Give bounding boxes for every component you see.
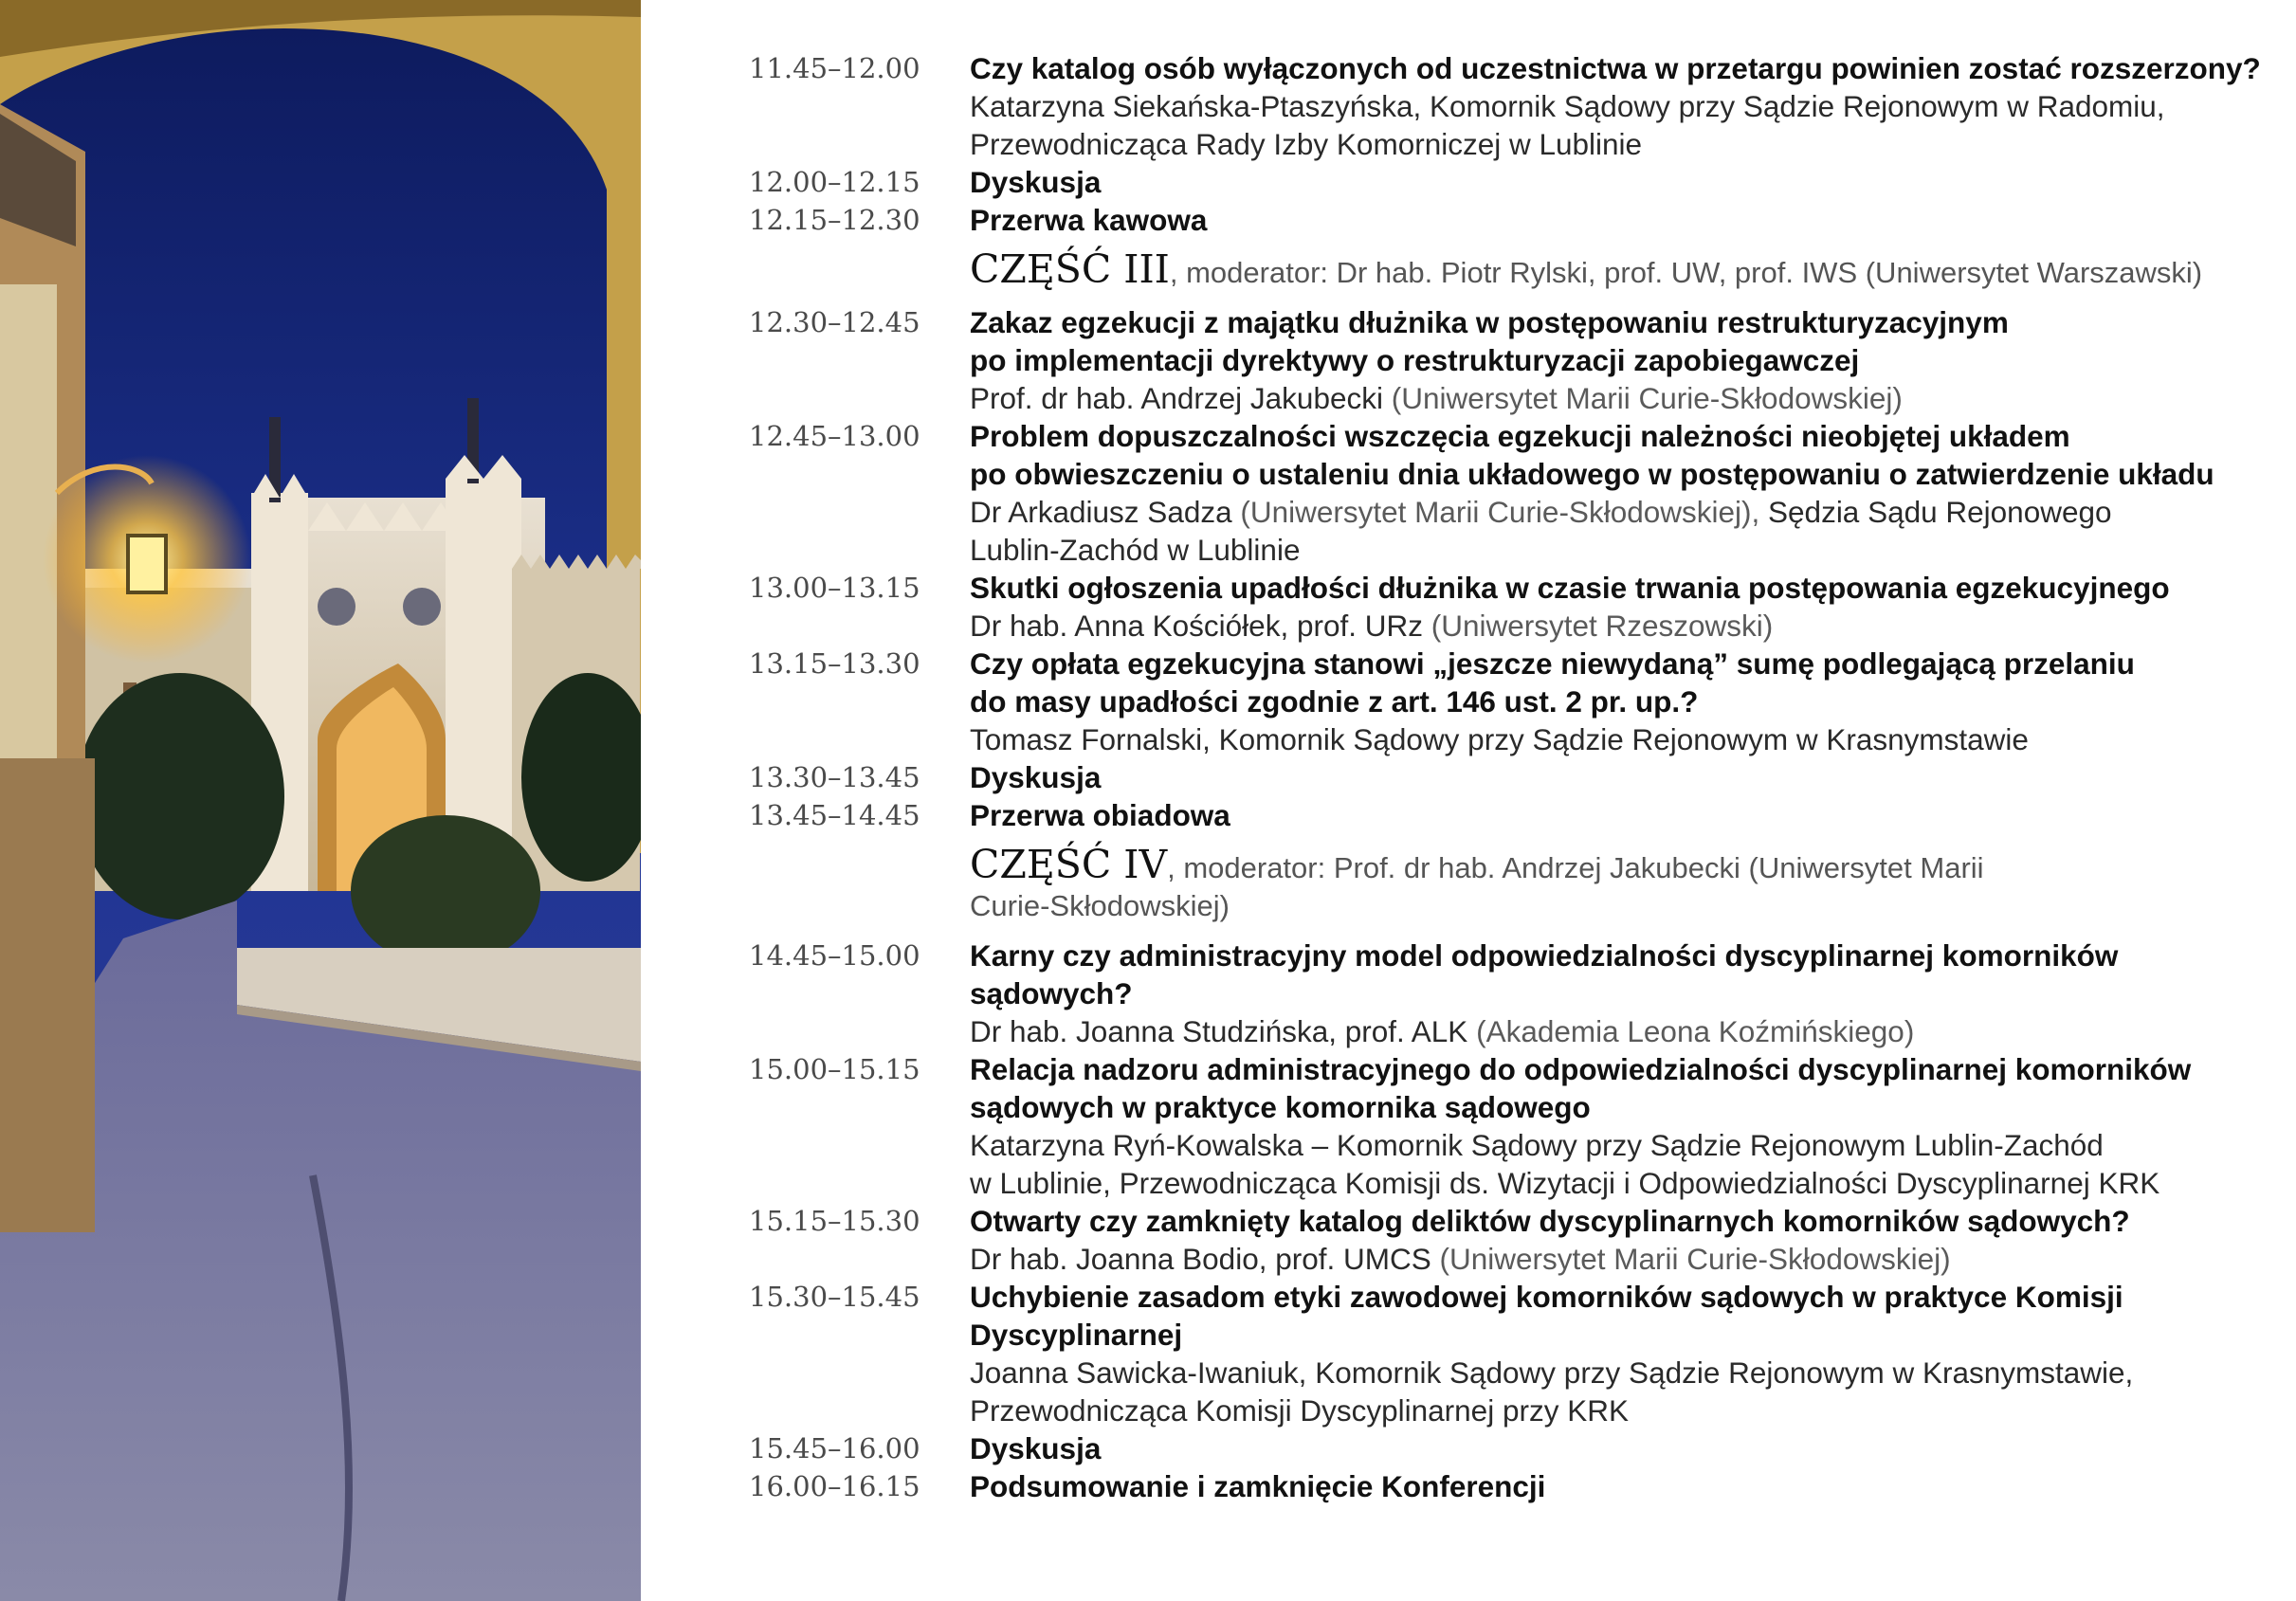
item-speaker <box>970 1126 2266 1164</box>
speaker-name: Prof. dr hab. Andrzej Jakubecki <box>970 381 1392 415</box>
item-title: sądowych? <box>970 976 1133 1010</box>
item-speaker <box>970 1354 2266 1392</box>
item-body <box>970 1050 2266 1202</box>
item-time: 15.45–16.00 <box>749 1432 920 1465</box>
item-body <box>970 1202 2266 1278</box>
item-title: Dyskusja <box>970 760 1102 794</box>
lublin-castle-photo <box>0 0 641 1601</box>
item-body <box>970 417 2266 569</box>
item-speaker <box>970 531 2266 569</box>
section-spacer <box>749 846 970 925</box>
item-speaker <box>970 493 2266 531</box>
program-item <box>749 796 2266 834</box>
item-title: Przerwa obiadowa <box>970 798 1230 832</box>
item-speaker <box>970 720 2266 758</box>
speaker-affiliation: (Uniwersytet Marii Curie-Skłodowskiej) <box>1439 1242 1951 1276</box>
speaker-name: Przewodnicząca Komisji Dyscyplinarnej przy KRK <box>970 1393 1629 1428</box>
item-body <box>970 645 2266 758</box>
speaker-affiliation: (Uniwersytet Marii Curie-Skłodowskiej), <box>1240 495 1769 529</box>
item-time: 12.15–12.30 <box>749 204 920 236</box>
street-lamp <box>43 455 251 664</box>
program-item <box>749 417 2266 569</box>
item-time: 15.00–15.15 <box>749 1053 920 1085</box>
speaker-affiliation: (Uniwersytet Rzeszowski) <box>1430 609 1774 643</box>
program-item <box>749 1429 2266 1467</box>
item-time: 16.00–16.15 <box>749 1470 920 1502</box>
speaker-name: w Lublinie, Przewodnicząca Komisji ds. Wizytacji i Odpowiedzialności Dyscyplinarnej KRK <box>970 1166 2160 1200</box>
item-body <box>970 49 2266 163</box>
section-text <box>970 842 2266 925</box>
item-time: 12.30–12.45 <box>749 306 920 338</box>
item-time: 13.00–13.15 <box>749 572 920 604</box>
speaker-affiliation: (Akademia Leona Koźmińskiego) <box>1476 1014 1915 1048</box>
item-time: 11.45–12.00 <box>749 52 920 84</box>
item-title: do masy upadłości zgodnie z art. 146 ust. 2 pr. up.? <box>970 684 1699 719</box>
speaker-name: Katarzyna Ryń-Kowalska – Komornik Sądowy przy Sądzie Rejonowym Lublin-Zachód <box>970 1128 2104 1162</box>
item-time: 12.00–12.15 <box>749 166 920 198</box>
item-time: 13.30–13.45 <box>749 761 920 793</box>
speaker-name: Lublin-Zachód w Lublinie <box>970 533 1301 567</box>
item-time: 15.30–15.45 <box>749 1281 920 1313</box>
item-time: 13.45–14.45 <box>749 799 920 831</box>
item-speaker <box>970 607 2266 645</box>
item-speaker <box>970 125 2266 163</box>
item-body <box>970 163 2266 201</box>
section-line <box>970 842 2266 887</box>
item-title: Przerwa kawowa <box>970 203 1208 237</box>
speaker-name: Przewodnicząca Rady Izby Komorniczej w Lublinie <box>970 127 1643 161</box>
item-body <box>970 1467 2266 1505</box>
item-title: Skutki ogłoszenia upadłości dłużnika w czasie trwania postępowania egzekucyjnego <box>970 571 2170 605</box>
item-time: 14.45–15.00 <box>749 939 920 972</box>
program-item <box>749 303 2266 417</box>
section-header <box>749 246 2266 292</box>
item-title: Karny czy administracyjny model odpowiedzialności dyscyplinarnej komorników <box>970 938 2119 973</box>
section-line <box>970 246 2266 292</box>
item-body <box>970 1429 2266 1467</box>
item-title: po obwieszczeniu o ustaleniu dnia układowego w postępowaniu o zatwierdzenie układu <box>970 457 2214 491</box>
section-moderator: Curie-Skłodowskiej) <box>970 889 1230 922</box>
item-title: Czy opłata egzekucyjna stanowi „jeszcze niewydaną” sumę podlegającą przelaniu <box>970 646 2135 681</box>
item-time: 13.15–13.30 <box>749 647 920 680</box>
item-title: Uchybienie zasadom etyki zawodowej komorników sądowych w praktyce Komisji <box>970 1280 2123 1314</box>
item-title: Dyscyplinarnej <box>970 1318 1183 1352</box>
item-title: sądowych w praktyce komornika sądowego <box>970 1090 1591 1124</box>
speaker-name: Dr hab. Anna Kościółek, prof. URz <box>970 609 1431 643</box>
item-title: Otwarty czy zamknięty katalog deliktów dyscyplinarnych komorników sądowych? <box>970 1204 2130 1238</box>
item-title: Dyskusja <box>970 1431 1102 1465</box>
item-title: Czy katalog osób wyłączonych od uczestnictwa w przetargu powinien zostać rozszerzony? <box>970 51 2261 85</box>
speaker-name: Tomasz Fornalski, Komornik Sądowy przy Sądzie Rejonowym w Krasnymstawie <box>970 722 2029 756</box>
item-body <box>970 937 2266 1050</box>
speaker-role: Sędzia Sądu Rejonowego <box>1768 495 2112 529</box>
item-body <box>970 1278 2266 1429</box>
section-spacer <box>749 250 970 292</box>
item-speaker <box>970 87 2266 125</box>
section-line <box>970 887 2266 925</box>
item-speaker <box>970 1164 2266 1202</box>
program-item <box>749 1278 2266 1429</box>
item-body <box>970 796 2266 834</box>
speaker-name: Dr Arkadiusz Sadza <box>970 495 1241 529</box>
item-body <box>970 201 2266 239</box>
item-title: po implementacji dyrektywy o restrukturyzacji zapobiegawczej <box>970 343 1860 377</box>
item-title: Dyskusja <box>970 165 1102 199</box>
program-item <box>749 1202 2266 1278</box>
section-moderator: , moderator: Dr hab. Piotr Rylski, prof. UW, prof. IWS (Uniwersytet Warszawski) <box>1169 256 2203 289</box>
program-item <box>749 1050 2266 1202</box>
program-item <box>749 569 2266 645</box>
program-item <box>749 163 2266 201</box>
section-heading: CZĘŚĆ III <box>970 246 1170 292</box>
item-speaker <box>970 1012 2266 1050</box>
program-item <box>749 645 2266 758</box>
castle-night-illustration <box>0 0 641 1601</box>
section-header <box>749 842 2266 925</box>
section-text <box>970 246 2266 292</box>
item-title: Podsumowanie i zamknięcie Konferencji <box>970 1469 1546 1503</box>
speaker-affiliation: (Uniwersytet Marii Curie-Skłodowskiej) <box>1391 381 1903 415</box>
conference-program <box>749 49 2266 1505</box>
section-heading: CZĘŚĆ IV <box>970 842 1168 887</box>
program-item <box>749 49 2266 163</box>
program-item <box>749 758 2266 796</box>
speaker-name: Joanna Sawicka-Iwaniuk, Komornik Sądowy przy Sądzie Rejonowym w Krasnymstawie, <box>970 1355 2134 1390</box>
item-title: Problem dopuszczalności wszczęcia egzekucji należności nieobjętej układem <box>970 419 2070 453</box>
program-item <box>749 1467 2266 1505</box>
item-time: 12.45–13.00 <box>749 420 920 452</box>
speaker-name: Dr hab. Joanna Bodio, prof. UMCS <box>970 1242 1440 1276</box>
item-body <box>970 569 2266 645</box>
item-speaker <box>970 1392 2266 1429</box>
item-body <box>970 758 2266 796</box>
item-speaker <box>970 379 2266 417</box>
speaker-name: Katarzyna Siekańska-Ptaszyńska, Komornik Sądowy przy Sądzie Rejonowym w Radomiu, <box>970 89 2165 123</box>
item-title: Zakaz egzekucji z majątku dłużnika w postępowaniu restrukturyzacyjnym <box>970 305 2009 339</box>
speaker-name: Dr hab. Joanna Studzińska, prof. ALK <box>970 1014 1477 1048</box>
program-item <box>749 937 2266 1050</box>
section-moderator: , moderator: Prof. dr hab. Andrzej Jakubecki (Uniwersytet Marii <box>1167 851 1984 884</box>
item-body <box>970 303 2266 417</box>
item-speaker <box>970 1240 2266 1278</box>
item-title: Relacja nadzoru administracyjnego do odpowiedzialności dyscyplinarnej komorników <box>970 1052 2192 1086</box>
program-item <box>749 201 2266 239</box>
item-time: 15.15–15.30 <box>749 1205 920 1237</box>
